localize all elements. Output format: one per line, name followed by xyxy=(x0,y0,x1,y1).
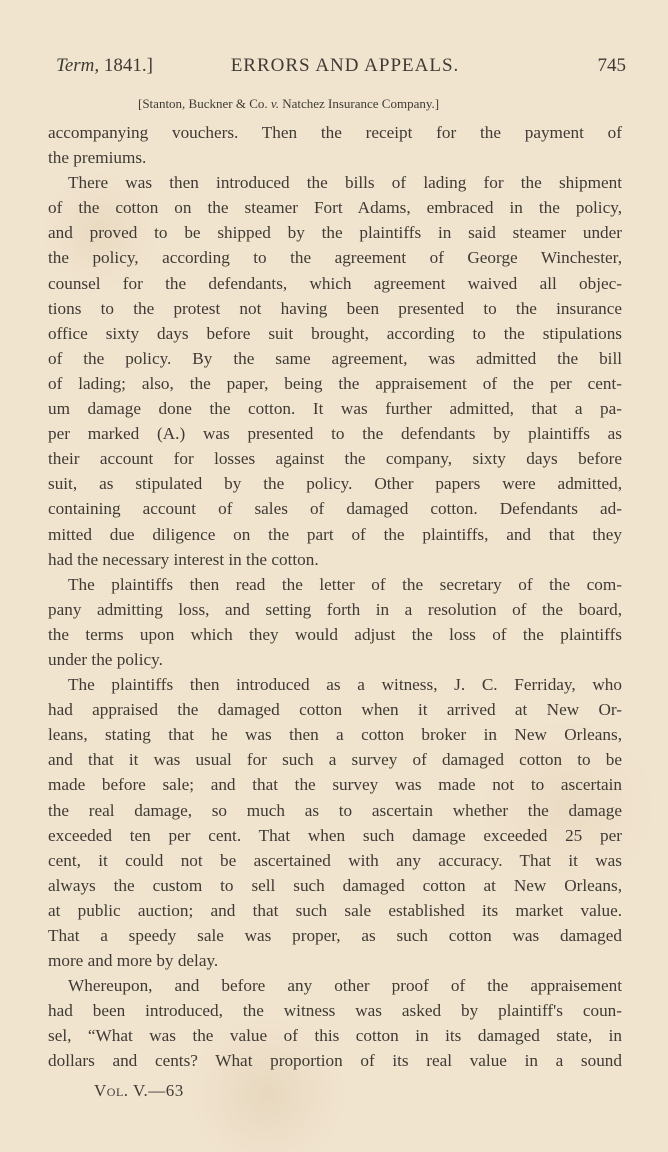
text-line: of the cotton on the steamer Fort Adams, embraced in the policy, xyxy=(48,198,622,218)
text-line: exceeded ten per cent. That when such damage exceeded 25 per xyxy=(48,825,622,845)
volume-signature xyxy=(94,1080,184,1103)
case-caption-defendant: Natchez Insurance Company.] xyxy=(278,96,440,111)
text-line: always the custom to sell such damaged cotton at New Orleans, xyxy=(48,875,622,895)
text-line: and proved to be shipped by the plaintiffs in said steamer under xyxy=(48,223,622,243)
page-number: 745 xyxy=(597,55,626,76)
case-caption-plaintiff: [Stanton, Buckner & Co. xyxy=(138,96,271,111)
text-line: the premiums. xyxy=(48,148,147,168)
text-line: dollars and cents? What proportion of its real value in a sound xyxy=(48,1051,622,1071)
text-line: mitted due diligence on the part of the plaintiffs, and that they xyxy=(48,524,622,544)
volume-label: Vol. V.—63 xyxy=(94,1081,184,1100)
running-head-title: ERRORS AND APPEALS. xyxy=(230,55,460,76)
text-line: of the policy. By the same agreement, was admitted the bill xyxy=(48,348,622,368)
text-line: cent, it could not be ascertained with any accuracy. That it was xyxy=(48,850,622,870)
text-line: suit, as stipulated by the policy. Other papers were admitted, xyxy=(48,474,622,494)
text-line: office sixty days before suit brought, according to the stipulations xyxy=(48,323,622,343)
text-line: under the policy. xyxy=(48,649,163,669)
text-line: Whereupon, and before any other proof of the appraisement xyxy=(68,976,622,996)
text-line: That a speedy sale was proper, as such cotton was damaged xyxy=(48,926,622,945)
text-line: more and more by delay. xyxy=(48,951,219,971)
text-line: leans, stating that he was then a cotton broker in New Orleans, xyxy=(48,725,622,745)
case-caption-versus: v. xyxy=(270,96,279,111)
text-line: tions to the protest not having been presented to the insurance xyxy=(48,298,622,318)
text-line: counsel for the defendants, which agreement waived all objec- xyxy=(48,273,622,293)
text-line: had been introduced, the witness was asked by plaintiff's coun- xyxy=(48,1001,622,1021)
text-line: The plaintiffs then introduced as a witness, J. C. Ferriday, who xyxy=(68,675,622,695)
text-line: the terms upon which they would adjust the loss of the plaintiffs xyxy=(48,624,622,644)
text-line: and that it was usual for such a survey of damaged cotton to be xyxy=(48,750,622,770)
text-line: had appraised the damaged cotton when it arrived at New Or- xyxy=(48,700,622,720)
text-line: There was then introduced the bills of lading for the shipment xyxy=(68,173,622,193)
term-word: Term, xyxy=(56,55,100,76)
text-line: their account for losses against the company, sixty days before xyxy=(48,449,622,469)
case-caption xyxy=(138,95,439,113)
text-line: accompanying vouchers. Then the receipt for the payment of xyxy=(48,123,622,142)
text-line: per marked (A.) was presented to the defendants by plaintiffs as xyxy=(48,424,622,444)
text-line: made before sale; and that the survey was made not to ascertain xyxy=(48,775,622,795)
text-line: um damage done the cotton. It was further admitted, that a pa- xyxy=(48,399,622,419)
text-line: the real damage, so much as to ascertain whether the damage xyxy=(48,800,622,820)
text-line: of lading; also, the paper, being the appraisement of the per cent- xyxy=(48,373,622,393)
running-head xyxy=(52,52,626,80)
text-line: at public auction; and that such sale established its market value. xyxy=(48,900,622,920)
body-text xyxy=(48,120,622,1074)
text-line: The plaintiffs then read the letter of the secretary of the com- xyxy=(68,574,622,594)
text-line: sel, “What was the value of this cotton in its damaged state, in xyxy=(48,1026,622,1046)
text-line: containing account of sales of damaged cotton. Defendants ad- xyxy=(48,499,622,519)
term-year: 1841.] xyxy=(103,55,153,76)
text-line: pany admitting loss, and setting forth in a resolution of the board, xyxy=(48,599,622,619)
text-line: had the necessary interest in the cotton. xyxy=(48,549,319,569)
text-line: the policy, according to the agreement of George Winchester, xyxy=(48,248,622,268)
